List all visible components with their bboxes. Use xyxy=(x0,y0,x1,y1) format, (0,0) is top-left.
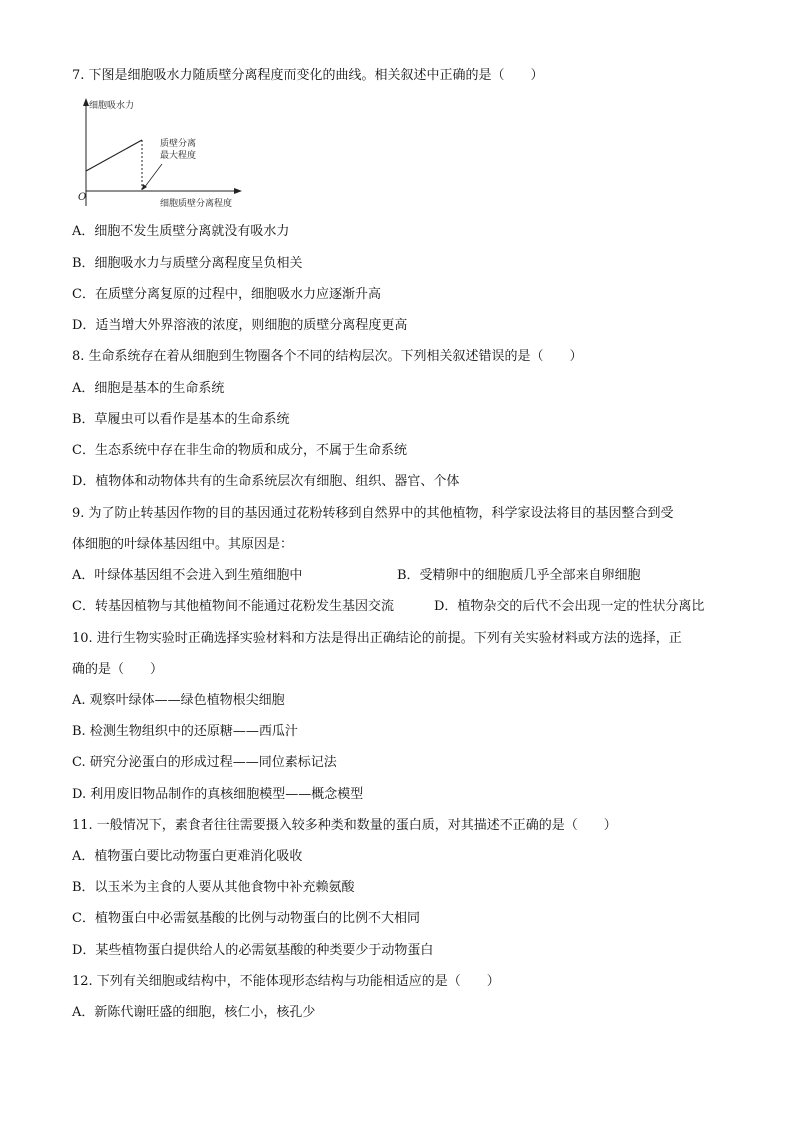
question-12-stem: 12. 下列有关细胞或结构中，不能体现形态结构与功能相适应的是（ ） xyxy=(72,974,500,989)
q7-option-a: A．细胞不发生质壁分离就没有吸水力 xyxy=(72,224,290,239)
chart-annotation-line2: 最大程度 xyxy=(160,151,197,161)
q8-option-d: D．植物体和动物体共有的生命系统层次有细胞、组织、器官、个体 xyxy=(72,474,460,489)
q12-option-a: A．新陈代谢旺盛的细胞，核仁小，核孔少 xyxy=(72,1005,316,1020)
x-axis-arrow xyxy=(234,188,242,194)
question-8-stem: 8. 生命系统存在着从细胞到生物圈各个不同的结构层次。下列相关叙述错误的是（ ） xyxy=(72,349,583,364)
chart-xlabel: 细胞质壁分离程度 xyxy=(160,199,233,209)
q7-option-d: D．适当增大外界溶液的浓度，则细胞的质壁分离程度更高 xyxy=(72,318,408,333)
q8-option-b: B．草履虫可以看作是基本的生命系统 xyxy=(72,412,290,427)
q11-option-b: B．以玉米为主食的人要从其他食物中补充赖氨酸 xyxy=(72,880,355,895)
chart-annotation-line1: 质壁分离 xyxy=(160,139,197,149)
question-10-stem-line2: 确的是（ ） xyxy=(72,662,164,677)
chart-ylabel: 细胞吸水力 xyxy=(89,101,135,111)
q11-option-a: A．植物蛋白要比动物蛋白更难消化吸收 xyxy=(72,849,303,864)
question-10-stem-line1: 10. 进行生物实验时正确选择实验材料和方法是得出正确结论的前提。下列有关实验材料或方法的选择，正 xyxy=(72,631,682,646)
q10-option-c: C. 研究分泌蛋白的形成过程——同位素标记法 xyxy=(72,755,337,770)
q7-option-b: B．细胞吸水力与质壁分离程度呈负相关 xyxy=(72,256,303,271)
question-9-stem-line1: 9. 为了防止转基因作物的目的基因通过花粉转移到自然界中的其他植物，科学家设法将目的基因整合到受 xyxy=(72,506,674,521)
q11-option-c: C．植物蛋白中必需氨基酸的比例与动物蛋白的比例不大相同 xyxy=(72,911,420,926)
q11-option-d: D．某些植物蛋白提供给人的必需氨基酸的种类要少于动物蛋白 xyxy=(72,943,434,958)
q10-option-d: D. 利用废旧物品制作的真核细胞模型——概念模型 xyxy=(72,787,364,802)
question-9-stem-line2: 体细胞的叶绿体基因组中。其原因是： xyxy=(72,537,294,552)
q9-option-b: B．受精卵中的细胞质几乎全部来自卵细胞 xyxy=(397,568,641,583)
q9-option-a: A．叶绿体基因组不会进入到生殖细胞中 xyxy=(72,568,303,583)
q7-chart xyxy=(78,96,248,214)
annotation-pointer xyxy=(144,164,162,188)
q9-option-d: D．植物杂交的后代不会出现一定的性状分离比 xyxy=(434,599,705,614)
question-11-stem: 11. 一般情况下，素食者往往需要摄入较多种类和数量的蛋白质，对其描述不正确的是（ ） xyxy=(72,818,617,833)
q8-option-c: C．生态系统中存在非生命的物质和成分，不属于生命系统 xyxy=(72,443,407,458)
q8-option-a: A．细胞是基本的生命系统 xyxy=(72,381,225,396)
q9-option-c: C．转基因植物与其他植物间不能通过花粉发生基因交流 xyxy=(72,599,394,614)
q10-option-a: A. 观察叶绿体——绿色植物根尖细胞 xyxy=(72,693,285,708)
q7-option-c: C．在质壁分离复原的过程中，细胞吸水力应逐渐升高 xyxy=(72,287,381,302)
q10-option-b: B. 检测生物组织中的还原糖——西瓜汁 xyxy=(72,724,298,739)
absorption-curve xyxy=(86,140,142,171)
chart-origin-label: O xyxy=(78,192,87,203)
question-7-stem: 7. 下图是细胞吸水力随质壁分离程度而变化的曲线。相关叙述中正确的是（ ） xyxy=(72,68,544,83)
